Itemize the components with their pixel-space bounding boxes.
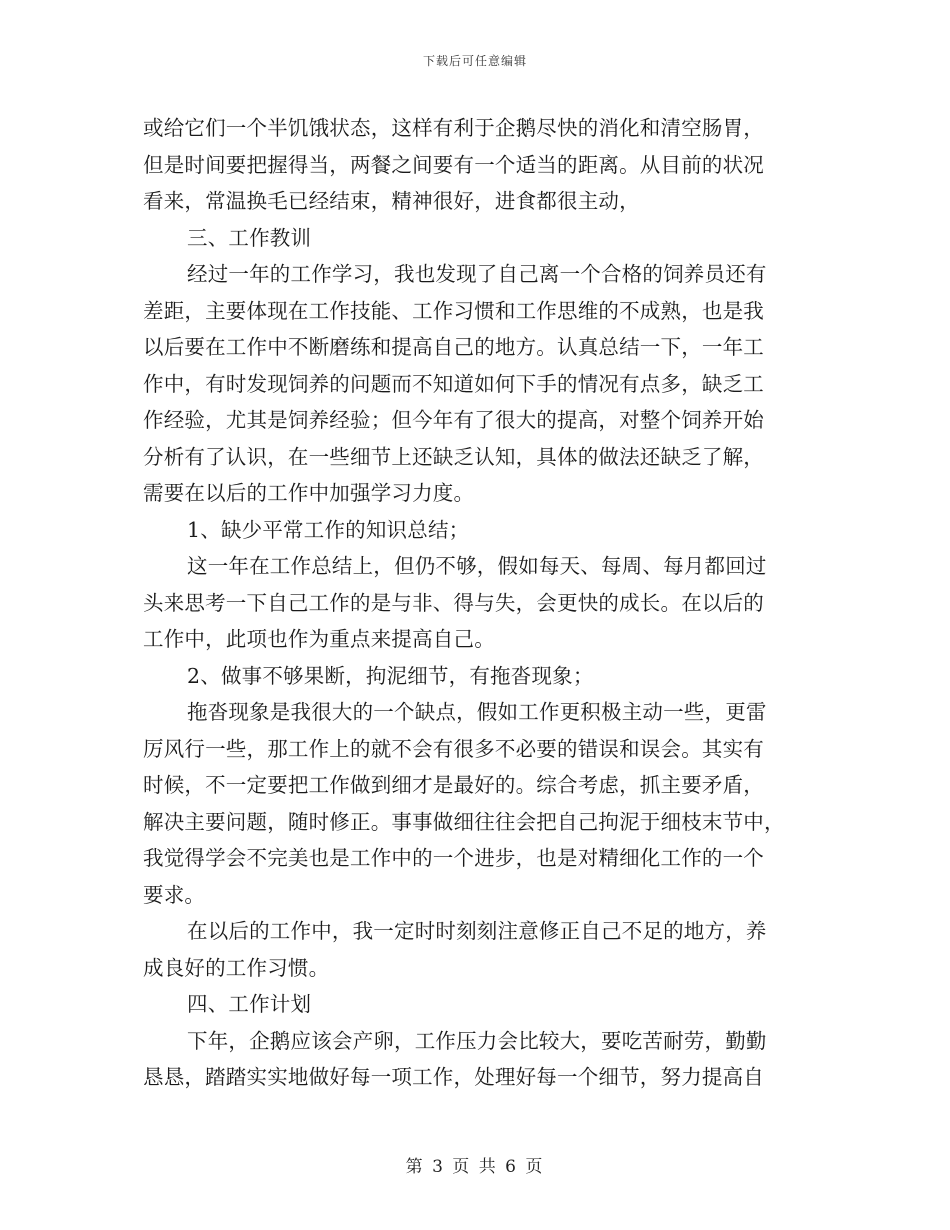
text-line: 我觉得学会不完美也是工作中的一个进步，也是对精细化工作的一个 — [143, 846, 764, 870]
text-line: 三、工作教训 — [187, 225, 312, 250]
text-line: 作经验，尤其是饲养经验；但今年有了很大的提高，对整个饲养开始 — [143, 408, 764, 432]
text-line: 或给它们一个半饥饿状态，这样有利于企鹅尽快的消化和清空肠胃， — [143, 116, 764, 140]
text-line: 作中，有时发现饲养的问题而不知道如何下手的情况有点多，缺乏工 — [143, 371, 764, 396]
text-line: 这一年在工作总结上，但仍不够，假如每天、每周、每月都回过 — [187, 554, 767, 578]
text-line: 经过一年的工作学习，我也发现了自己离一个合格的饲养员还有 — [187, 262, 767, 286]
text-line: 2、做事不够果断，拘泥细节，有拖沓现象； — [187, 663, 594, 688]
text-line: 分析有了认识，在一些细节上还缺乏认知，具体的做法还缺乏了解， — [143, 444, 764, 469]
page-number-footer: 第 3 页 共 6 页 — [405, 1157, 545, 1177]
text-line: 在以后的工作中，我一定时时刻刻注意修正自己不足的地方，养 — [187, 919, 767, 943]
text-line: 要求。 — [143, 882, 206, 907]
text-line: 差距，主要体现在工作技能、工作习惯和工作思维的不成熟，也是我 — [143, 298, 764, 323]
text-line: 需要在以后的工作中加强学习力度。 — [143, 481, 475, 505]
text-line: 看来，常温换毛已经结束，精神很好，进食都很主动， — [143, 189, 640, 213]
text-line: 时候，不一定要把工作做到细才是最好的。综合考虑，抓主要矛盾， — [143, 773, 764, 797]
text-line: 以后要在工作中不断磨练和提高自己的地方。认真总结一下，一年工 — [143, 335, 764, 359]
document-body — [143, 110, 803, 1096]
text-line: 四、工作计划 — [187, 992, 312, 1016]
text-line: 厉风行一些，那工作上的就不会有很多不必要的错误和误会。其实有 — [143, 736, 764, 761]
text-line: 工作中，此项也作为重点来提高自己。 — [143, 627, 495, 651]
text-line: 恳恳，踏踏实实地做好每一项工作，处理好每一个细节，努力提高自 — [143, 1065, 764, 1089]
text-line: 1、缺少平常工作的知识总结； — [187, 517, 470, 542]
text-line: 成良好的工作习惯。 — [143, 955, 330, 980]
text-line: 拖沓现象是我很大的一个缺点，假如工作更积极主动一些，更雷 — [187, 700, 767, 724]
text-line: 但是时间要把握得当，两餐之间要有一个适当的距离。从目前的状况 — [143, 152, 764, 177]
text-line: 解决主要问题，随时修正。事事做细往往会把自己拘泥于细枝末节中， — [143, 809, 785, 834]
text-line: 下年，企鹅应该会产卵，工作压力会比较大，要吃苦耐劳，勤勤 — [187, 1028, 767, 1053]
page-header-note: 下载后可任意编辑 — [422, 54, 527, 68]
text-line: 头来思考一下自己工作的是与非、得与失，会更快的成长。在以后的 — [143, 590, 764, 615]
